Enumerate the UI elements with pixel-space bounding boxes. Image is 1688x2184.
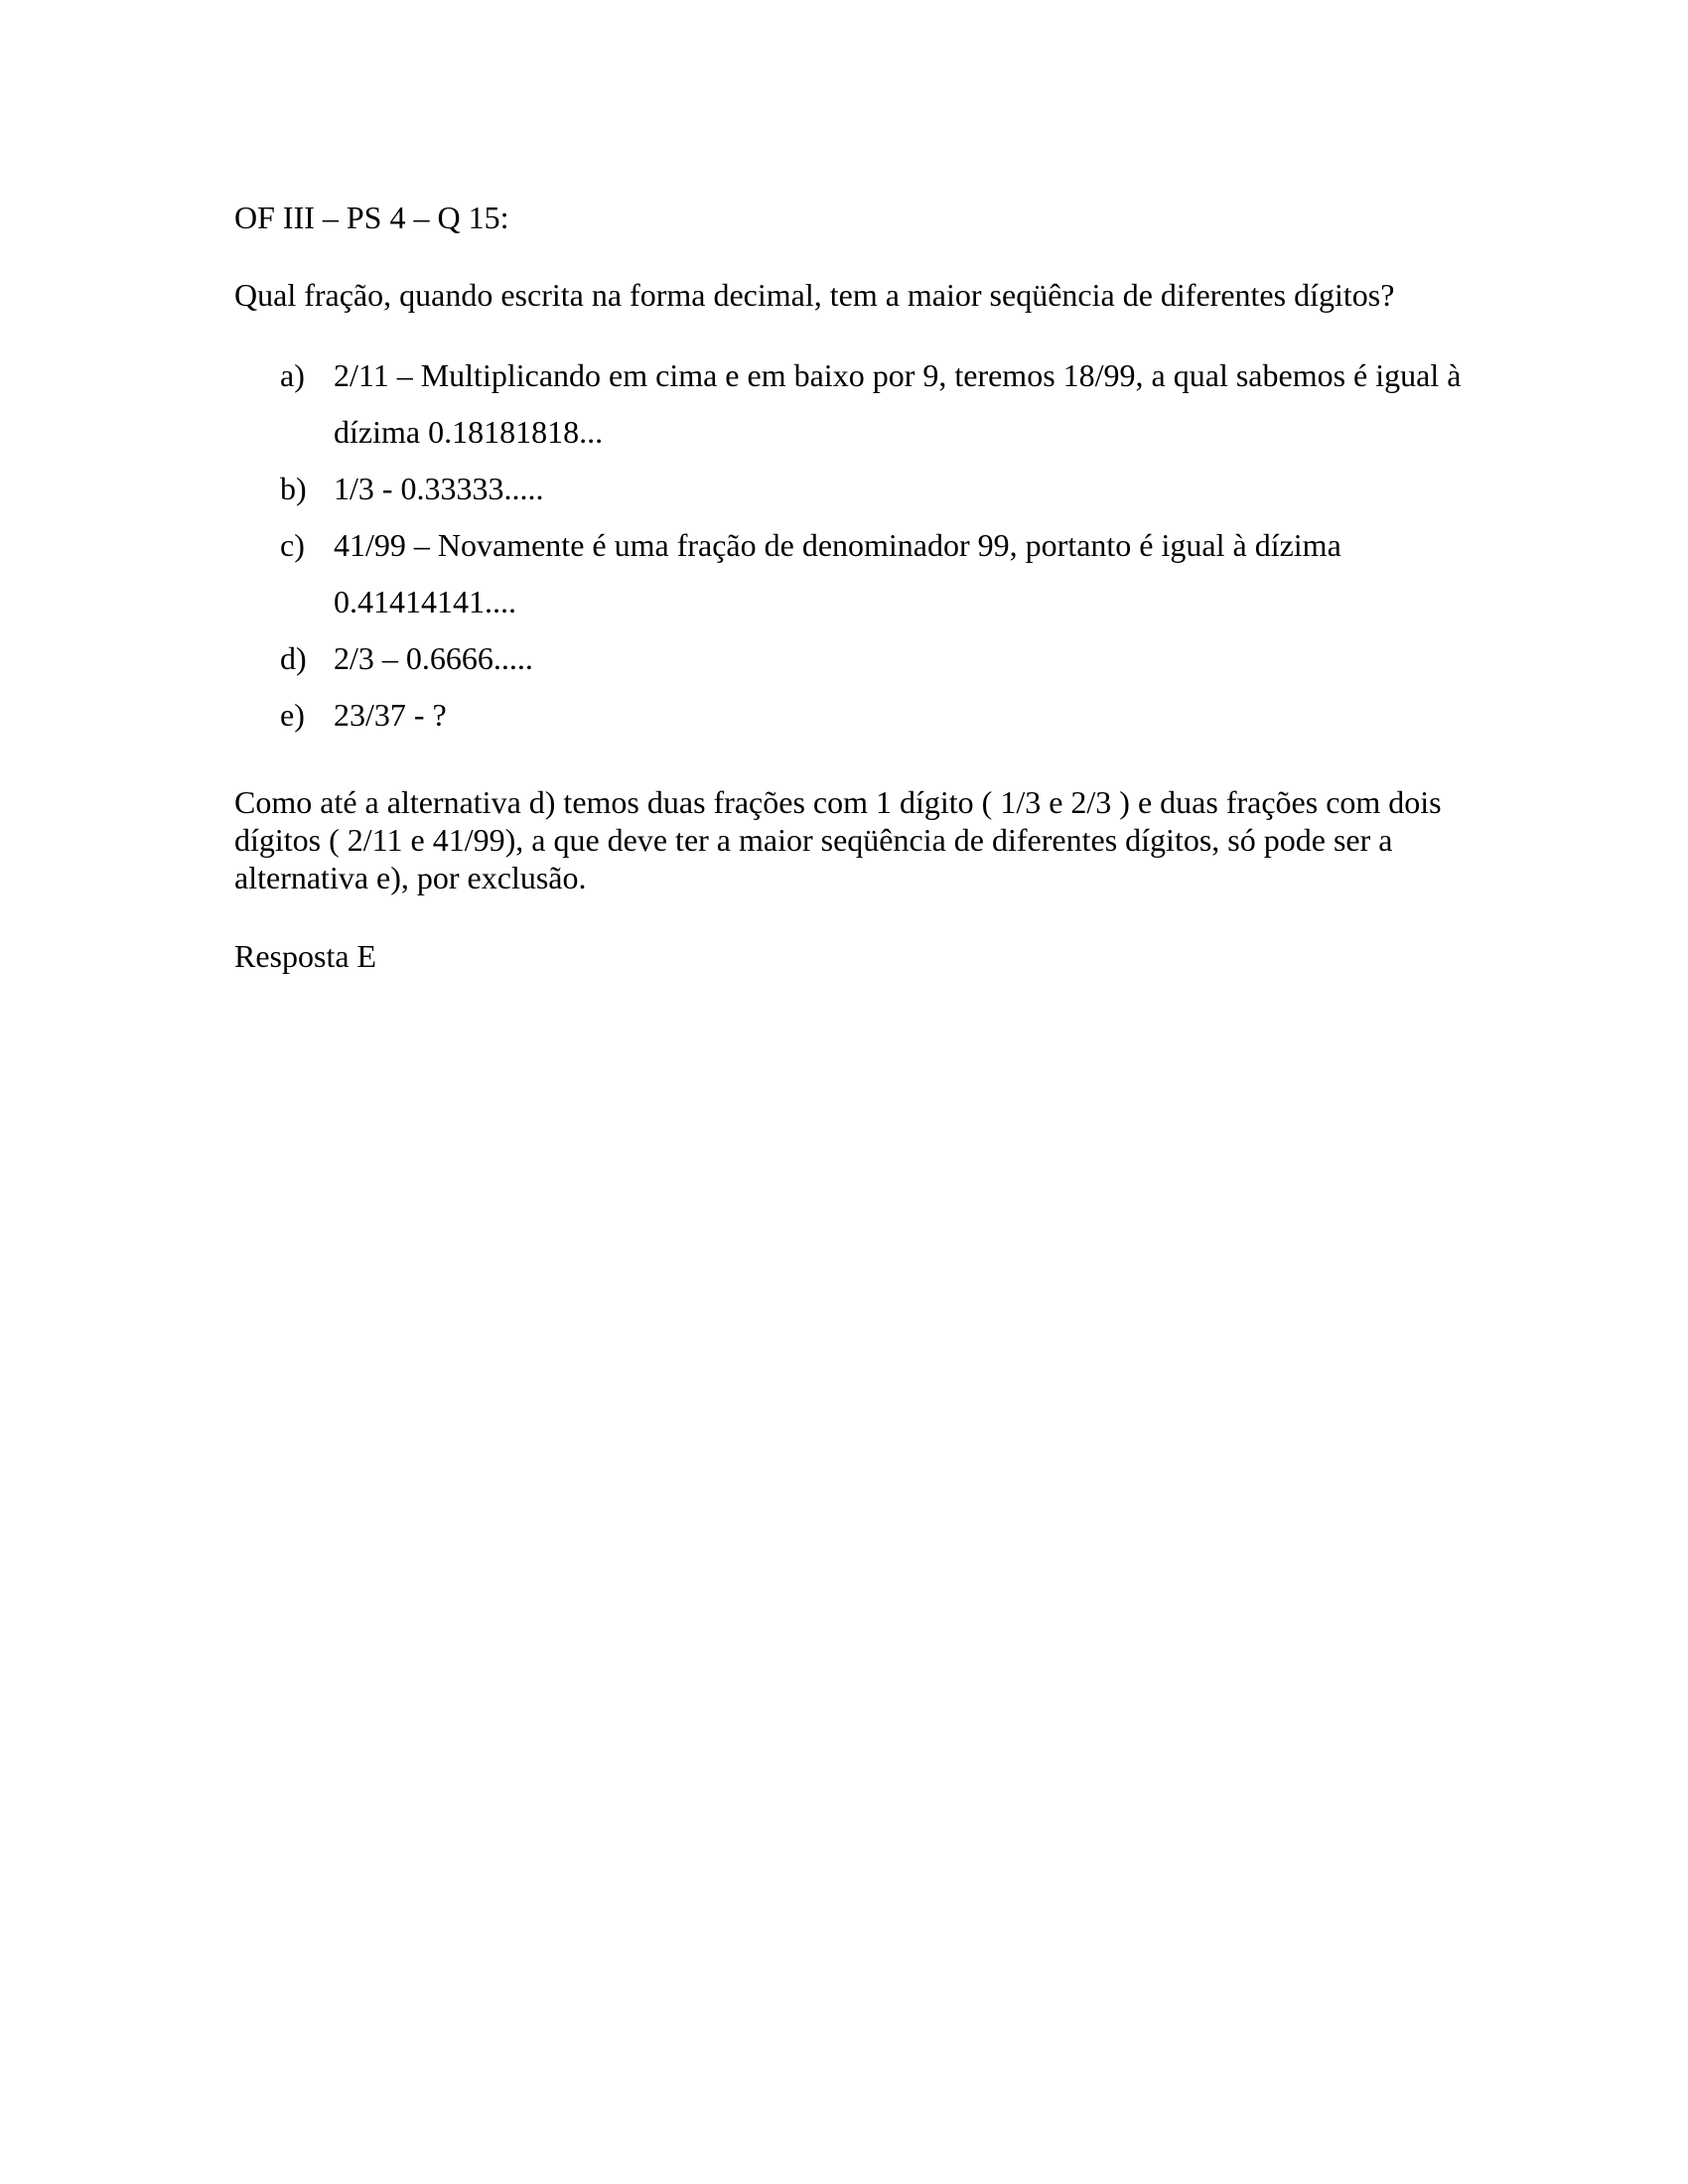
option-text: 2/11 – Multiplicando em cima e em baixo por 9, teremos 18/99, a qual sabemos é igual à dízima 0.18181818...	[334, 357, 1462, 450]
option-text: 1/3 - 0.33333.....	[334, 471, 544, 506]
option-b	[280, 461, 1472, 517]
option-letter: d)	[280, 640, 307, 676]
option-text: 23/37 - ?	[334, 697, 447, 733]
option-d	[280, 630, 1472, 687]
option-text: 2/3 – 0.6666.....	[334, 640, 533, 676]
option-letter: c)	[280, 527, 305, 563]
option-letter: a)	[280, 357, 305, 393]
explanation-paragraph: Como até a alternativa d) temos duas frações com 1 dígito ( 1/3 e 2/3 ) e duas frações com dois dígitos ( 2/11 e 41/99), a que deve ter a maior seqüência de diferentes dígitos, só pode ser a alternativa e), por exclusão.	[234, 784, 1442, 895]
option-text: 41/99 – Novamente é uma fração de denominador 99, portanto é igual à dízima 0.41414141....	[334, 527, 1341, 619]
option-a	[280, 347, 1472, 461]
option-e	[280, 687, 1472, 744]
answer-text: Resposta E	[234, 938, 377, 974]
option-letter: e)	[280, 697, 305, 733]
answer-options-list	[280, 347, 1472, 744]
option-letter: b)	[280, 471, 307, 506]
question-text: Qual fração, quando escrita na forma decimal, tem a maior seqüência de diferentes dígitos?	[234, 277, 1395, 313]
option-c	[280, 517, 1472, 630]
question-heading: OF III – PS 4 – Q 15:	[234, 200, 509, 235]
